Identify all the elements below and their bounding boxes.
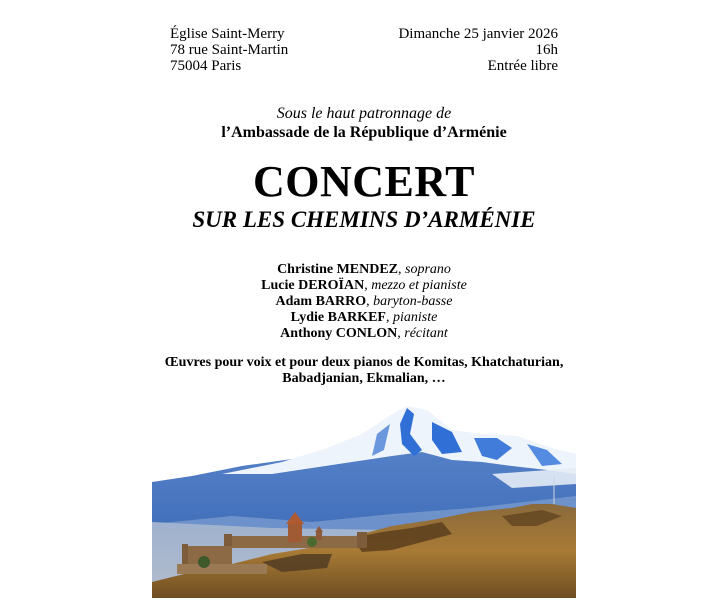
- performer-item: [0, 262, 728, 278]
- performer-item: [0, 326, 728, 342]
- event-date: Dimanche 25 janvier 2026: [398, 26, 558, 42]
- performer-role: récitant: [404, 326, 448, 341]
- performer-sep: ,: [397, 326, 405, 341]
- venue-city: 75004 Paris: [170, 58, 242, 74]
- performer-name: Anthony CONLON: [280, 326, 398, 341]
- concert-title-block: [0, 157, 728, 234]
- performer-item: [0, 294, 728, 310]
- performer-name: Adam BARRO: [275, 294, 367, 309]
- event-schedule: [398, 26, 558, 74]
- performer-role: pianiste: [392, 310, 438, 325]
- concert-subtitle: SUR LES CHEMINS D’ARMÉNIE: [192, 207, 536, 232]
- performer-role: baryton-basse: [373, 294, 453, 309]
- works-description: [0, 355, 728, 387]
- event-admission: Entrée libre: [487, 58, 558, 74]
- performer-role: soprano: [405, 262, 451, 277]
- patronage-block: [0, 105, 728, 142]
- performer-sep: ,: [398, 262, 406, 277]
- patronage-embassy: l’Ambassade de la République d’Arménie: [221, 124, 507, 141]
- event-time: 16h: [535, 42, 558, 58]
- venue-address: [170, 26, 288, 74]
- performer-name: Christine MENDEZ: [277, 262, 399, 277]
- patronage-intro: Sous le haut patronnage de: [276, 105, 452, 122]
- performer-sep: ,: [385, 310, 393, 325]
- venue-name: Église Saint-Merry: [170, 26, 285, 42]
- works-line-1: Œuvres pour voix et pour deux pianos de Komitas, Khatchaturian,: [164, 355, 564, 370]
- venue-street: 78 rue Saint-Martin: [170, 42, 289, 58]
- performer-sep: ,: [364, 278, 372, 293]
- concert-title: CONCERT: [253, 157, 475, 206]
- ararat-monastery-photo: [152, 404, 576, 598]
- performer-name: Lucie DEROÏAN: [261, 278, 365, 293]
- performer-item: [0, 310, 728, 326]
- performer-item: [0, 278, 728, 294]
- works-line-2: Babadjanian, Ekmalian, …: [282, 371, 446, 386]
- performer-sep: ,: [366, 294, 374, 309]
- performers-list: [0, 262, 728, 342]
- performer-name: Lydie BARKEF: [290, 310, 386, 325]
- performer-role: mezzo et pianiste: [371, 278, 467, 293]
